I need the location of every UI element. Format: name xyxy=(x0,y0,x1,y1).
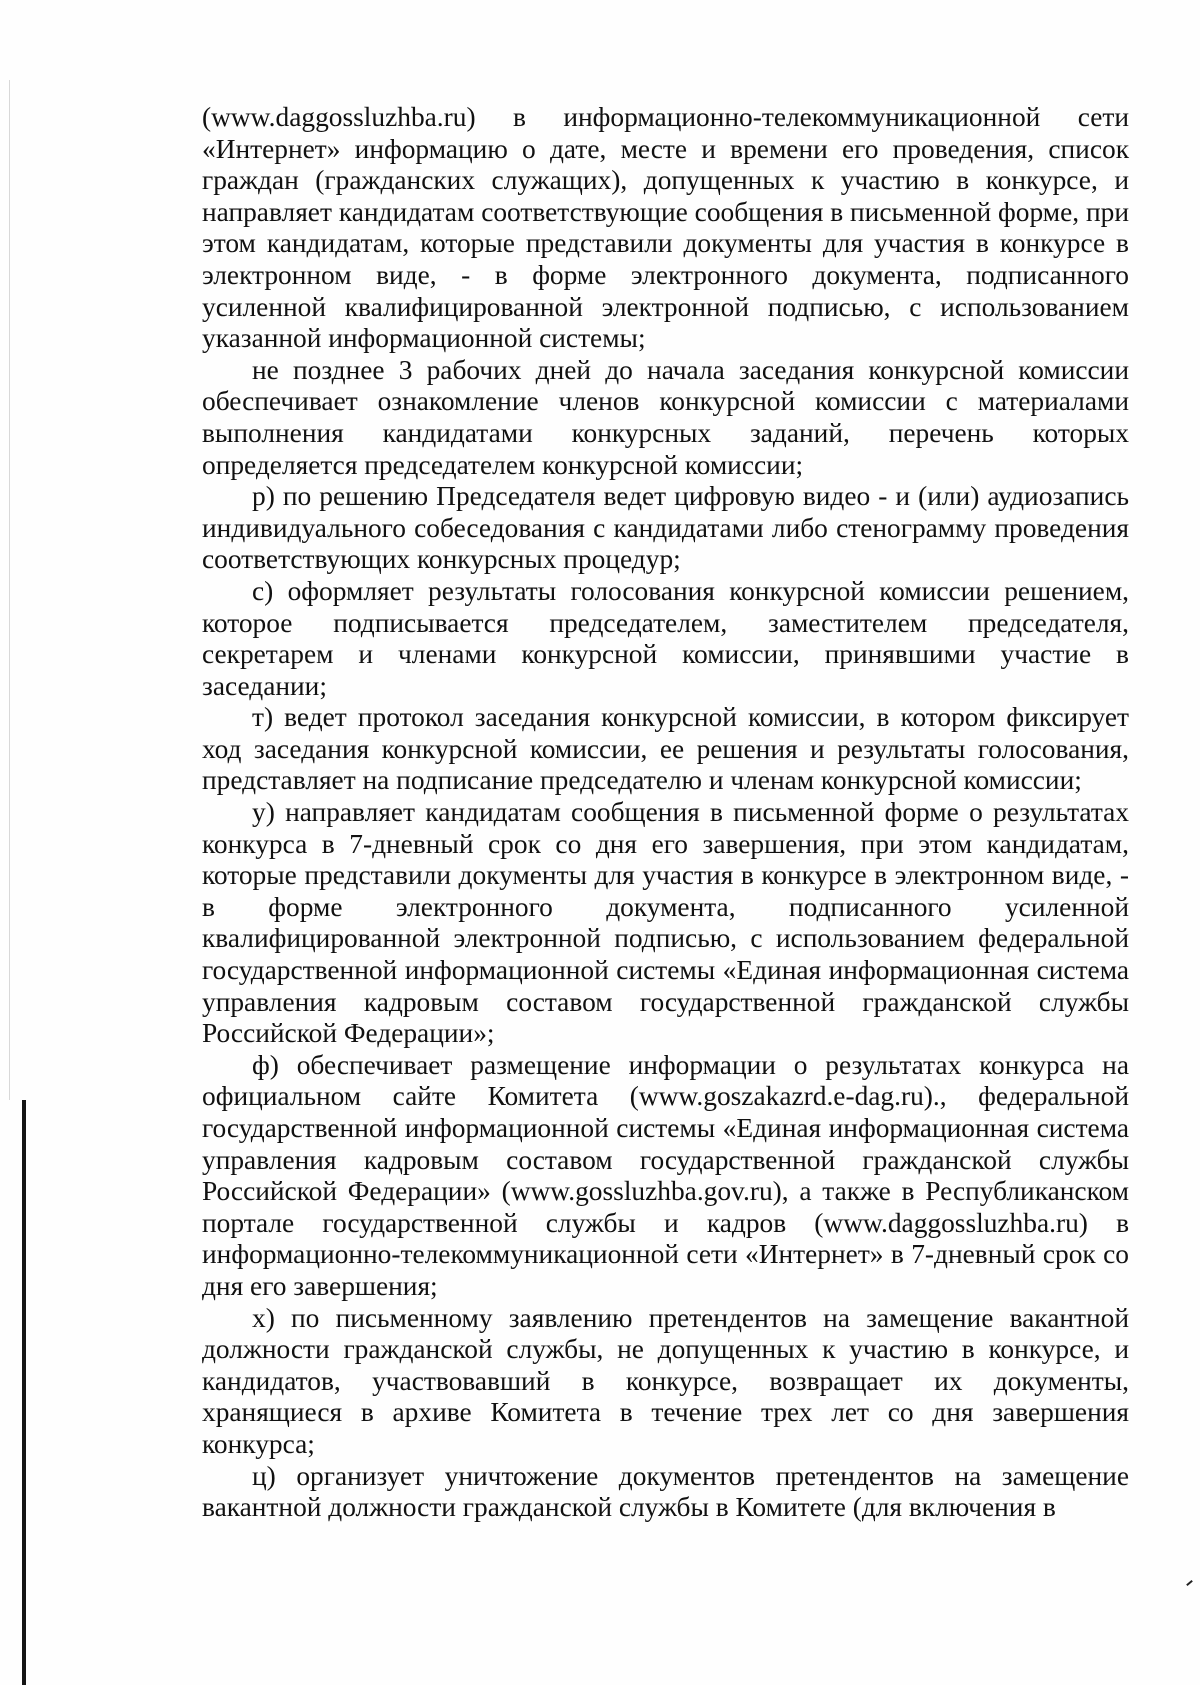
document-body xyxy=(202,102,1129,1524)
paragraph-item-f: ф) обеспечивает размещение информации о результатах конкурса на официальном сайте Комитета (www.goszakazrd.e-dag.ru)., федеральной государственной информационной системы «Единая информационная система управления кадровым составом государственной гражданской службы Российской Федерации» (www.gossluzhba.gov.ru), а также в Республиканском портале государственной службы и кадров (www.daggossluzhba.ru) в информационно-телекоммуникационной сети «Интернет» в 7-дневный срок со дня его завершения; xyxy=(202,1049,1129,1301)
paragraph-item-u: у) направляет кандидатам сообщения в письменной форме о результатах конкурса в 7-дневный срок со дня его завершения, при этом кандидатам, которые представили документы для участия в конкурсе в электронном виде, - в форме электронного документа, подписанного усиленной квалифицированной электронной подписью, с использованием федеральной государственной информационной системы «Единая информационная система управления кадровым составом государственной гражданской службы Российской Федерации»; xyxy=(202,797,1129,1049)
paragraph-continuation: (www.daggossluzhba.ru) в информационно-телекоммуникационной сети «Интернет» информацию о дате, месте и времени его проведения, список граждан (гражданских служащих), допущенных к участию в конкурсе, и направляет кандидатам соответствующие сообщения в письменной форме, при этом кандидатам, которые представили документы для участия в конкурсе в электронном виде, - в форме электронного документа, подписанного усиленной квалифицированной электронной подписью, с использованием указанной информационной системы; xyxy=(202,102,1129,354)
paragraph-item-ts: ц) организует уничтожение документов претендентов на замещение вакантной должности гражданской службы в Комитете (для включения в xyxy=(202,1460,1129,1523)
paragraph-item-kh: х) по письменному заявлению претендентов на замещение вакантной должности гражданской службы, не допущенных к участию в конкурсе, и кандидатов, участвовавший в конкурсе, возвращает их документы, хранящиеся в архиве Комитета в течение трех лет со дня завершения конкурса; xyxy=(202,1302,1129,1459)
paragraph-materials-review: не позднее 3 рабочих дней до начала заседания конкурсной комиссии обеспечивает ознакомление членов конкурсной комиссии с материалами выполнения кандидатами конкурсных заданий, перечень которых определяется председателем конкурсной комиссии; xyxy=(202,354,1129,480)
paragraph-item-s: с) оформляет результаты голосования конкурсной комиссии решением, которое подписывается председателем, заместителем председателя, секретарем и членами конкурсной комиссии, принявшими участие в заседании; xyxy=(202,575,1129,701)
scan-binding-edge xyxy=(22,1100,26,1685)
paragraph-item-t: т) ведет протокол заседания конкурсной комиссии, в котором фиксирует ход заседания конкурсной комиссии, ее решения и результаты голосования, представляет на подписание председателю и членам конкурсной комиссии; xyxy=(202,702,1129,796)
scan-margin-line xyxy=(9,80,10,1100)
scan-artifact-mark xyxy=(1186,1580,1193,1586)
paragraph-item-r: р) по решению Председателя ведет цифровую видео - и (или) аудиозапись индивидуального собеседования с кандидатами либо стенограмму проведения соответствующих конкурсных процедур; xyxy=(202,481,1129,575)
